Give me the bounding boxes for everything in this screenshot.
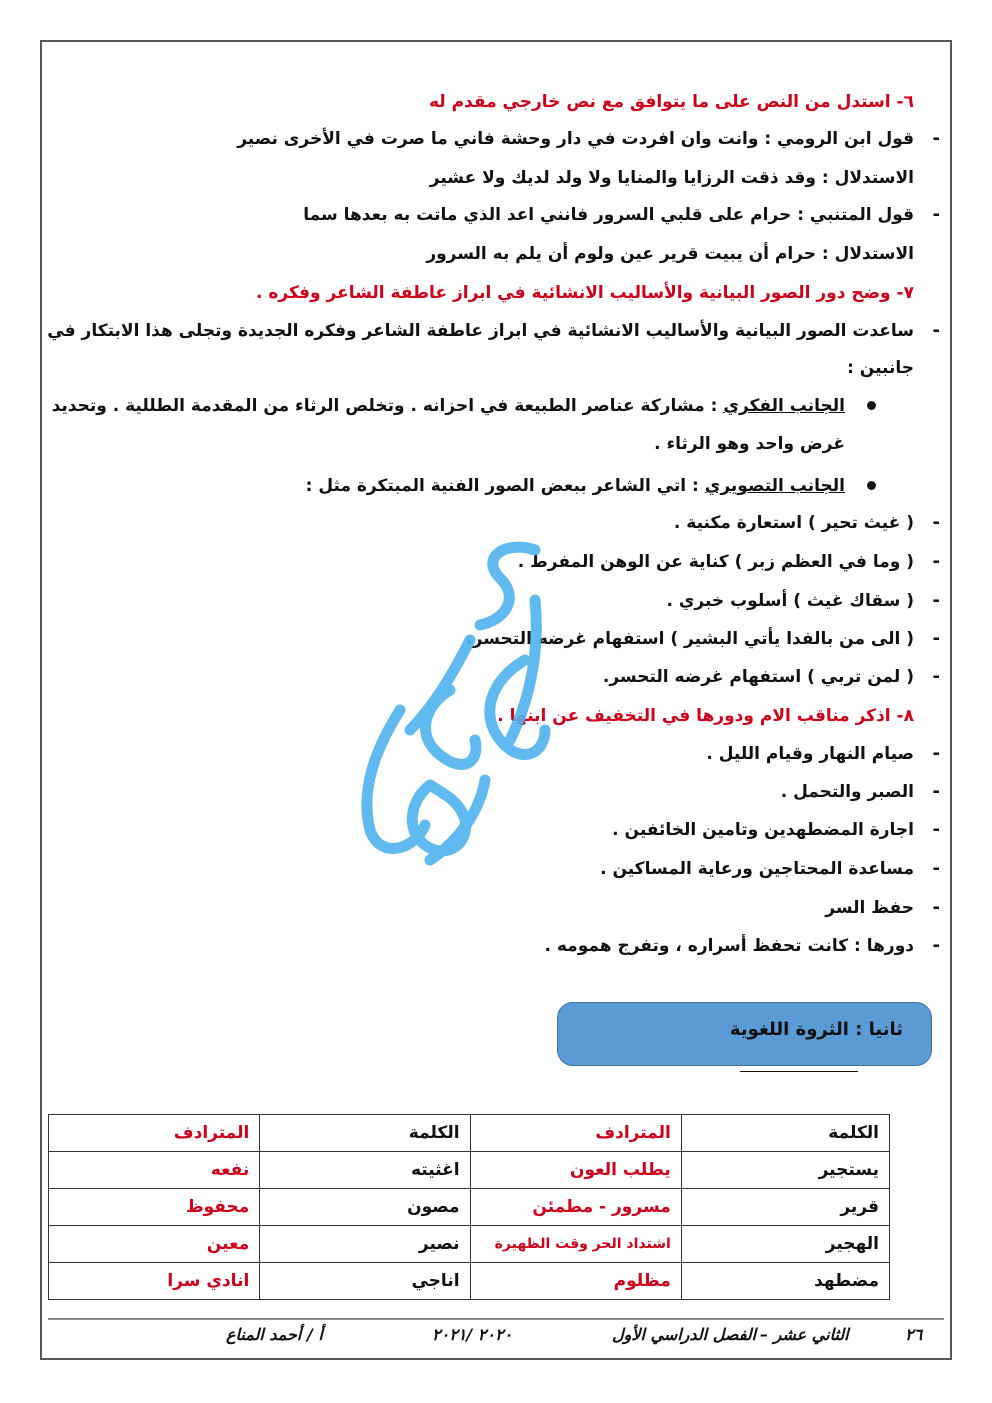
footer-year: ٢٠٢٠ /٢٠٢١ [432, 1325, 513, 1344]
bullet-dash: - [932, 128, 940, 149]
synonym-cell: نفعه [49, 1152, 260, 1189]
synonym-cell: محفوظ [49, 1189, 260, 1226]
section-2-box [557, 1002, 932, 1066]
word-cell: قرير [681, 1189, 889, 1226]
word-cell: نصير [260, 1226, 470, 1263]
bullet-dash: - [932, 897, 940, 918]
question-8-title: ٨- اذكر مناقب الام ودورها في التخفيف عن ابنها . [497, 706, 914, 726]
ibn-rumi-verse: قول ابن الرومي : وانت وان افردت في دار وحشة فاني ما صرت في الأخرى نصير [237, 129, 914, 149]
imagery-aspect [306, 474, 845, 498]
virtue-item: حفظ السر [825, 898, 914, 918]
q7-intro-line-2: جانبين : [847, 358, 914, 378]
header-synonym: المترادف [470, 1115, 681, 1152]
virtue-item: اجارة المضطهدين وتامين الخائفين . [612, 820, 914, 840]
synonym-cell: انادي سرا [49, 1263, 260, 1300]
header-word: الكلمة [260, 1115, 470, 1152]
virtue-item: دورها : كانت تحفظ أسراره ، وتفرج همومه . [544, 936, 914, 956]
footer-grade: الثاني عشر – [760, 1325, 849, 1344]
vocabulary-table [48, 1114, 890, 1300]
title-underline [740, 1071, 858, 1072]
synonym-cell: مسرور - مطمئن [470, 1189, 681, 1226]
table-row [49, 1152, 890, 1189]
synonym-cell: اشتداد الحر وقت الظهيرة [470, 1226, 681, 1263]
bullet-dash: - [932, 590, 940, 611]
example-item: ( لمن تربي ) استفهام غرضه التحسر. [602, 667, 914, 687]
header-word: الكلمة [681, 1115, 889, 1152]
bullet-dash: - [932, 743, 940, 764]
table-row [49, 1189, 890, 1226]
intellectual-aspect [52, 394, 845, 418]
page-number: ٢٦ [905, 1325, 923, 1344]
virtue-item: مساعدة المحتاجين ورعاية المساكين . [600, 859, 914, 879]
bullet-dot [867, 481, 876, 490]
table-row [49, 1263, 890, 1300]
bullet-dash: - [932, 819, 940, 840]
word-cell: يستجير [681, 1152, 889, 1189]
bullet-dash: - [932, 320, 940, 341]
example-item: ( وما في العظم زبر ) كناية عن الوهن المفرط . [517, 552, 914, 572]
intellectual-text-cont: غرض واحد وهو الرثاء . [654, 434, 845, 454]
virtue-item: صيام النهار وقيام الليل . [706, 744, 914, 764]
word-cell: الهجير [681, 1226, 889, 1263]
virtue-item: الصبر والتحمل . [780, 782, 914, 802]
bullet-dash: - [932, 512, 940, 533]
word-cell: اغثيته [260, 1152, 470, 1189]
q7-intro-line-1: ساعدت الصور البيانية والأساليب الانشائية في ابراز عاطفة الشاعر وفكره الجديدة وتجلى هذا الابتكار في [47, 321, 914, 341]
table-row [49, 1226, 890, 1263]
bullet-dash: - [932, 666, 940, 687]
bullet-dash: - [932, 551, 940, 572]
intellectual-text: : مشاركة عناصر الطبيعة في احزانه . وتخلص الرثاء من المقدمة الطللية . وتحديد [51, 396, 724, 416]
ibn-rumi-evidence: الاستدلال : وقد ذقت الرزايا والمنايا ولا ولد لديك ولا عشير [429, 168, 914, 188]
example-item: ( الى من بالفدا يأتي البشير ) استفهام غرضه التحسر. [466, 629, 914, 649]
intellectual-label: الجانب الفكري [723, 396, 845, 416]
footer-rule [48, 1318, 944, 1320]
bullet-dot [867, 401, 876, 410]
bullet-dash: - [932, 858, 940, 879]
imagery-text: : اتي الشاعر ببعض الصور الفنية المبتكرة مثل : [305, 476, 699, 496]
synonym-cell: يطلب العون [470, 1152, 681, 1189]
question-7-title: ٧- وضح دور الصور البيانية والأساليب الانشائية في ابراز عاطفة الشاعر وفكره . [256, 283, 914, 303]
word-cell: اناجي [260, 1263, 470, 1300]
word-cell: مضطهد [681, 1263, 889, 1300]
example-item: ( غيث تحير ) استعارة مكنية . [673, 513, 914, 533]
section-2-title: ثانيا : الثروة اللغوية [729, 1019, 903, 1040]
bullet-dash: - [932, 628, 940, 649]
bullet-dash: - [932, 781, 940, 802]
word-cell: مصون [260, 1189, 470, 1226]
imagery-label: الجانب التصويري [704, 476, 845, 496]
table-header-row [49, 1115, 890, 1152]
signature-watermark [330, 530, 580, 870]
bullet-dash: - [932, 935, 940, 956]
mutanabbi-evidence: الاستدلال : حرام أن يبيت قرير عين ولوم أن يلم به السرور [426, 244, 914, 264]
synonym-cell: معين [49, 1226, 260, 1263]
synonym-cell: مظلوم [470, 1263, 681, 1300]
header-synonym: المترادف [49, 1115, 260, 1152]
mutanabbi-verse: قول المتنبي : حرام على قلبي السرور فانني اعد الذي ماتت به بعدها سما [303, 205, 914, 225]
example-item: ( سقاك غيث ) أسلوب خبري . [666, 591, 914, 611]
bullet-dash: - [932, 204, 940, 225]
footer-author: أ / أحمد المناع [226, 1325, 323, 1344]
question-6-title: ٦- استدل من النص على ما يتوافق مع نص خارجي مقدم له [428, 92, 914, 112]
footer-term: الفصل الدراسي الأول [612, 1325, 757, 1344]
